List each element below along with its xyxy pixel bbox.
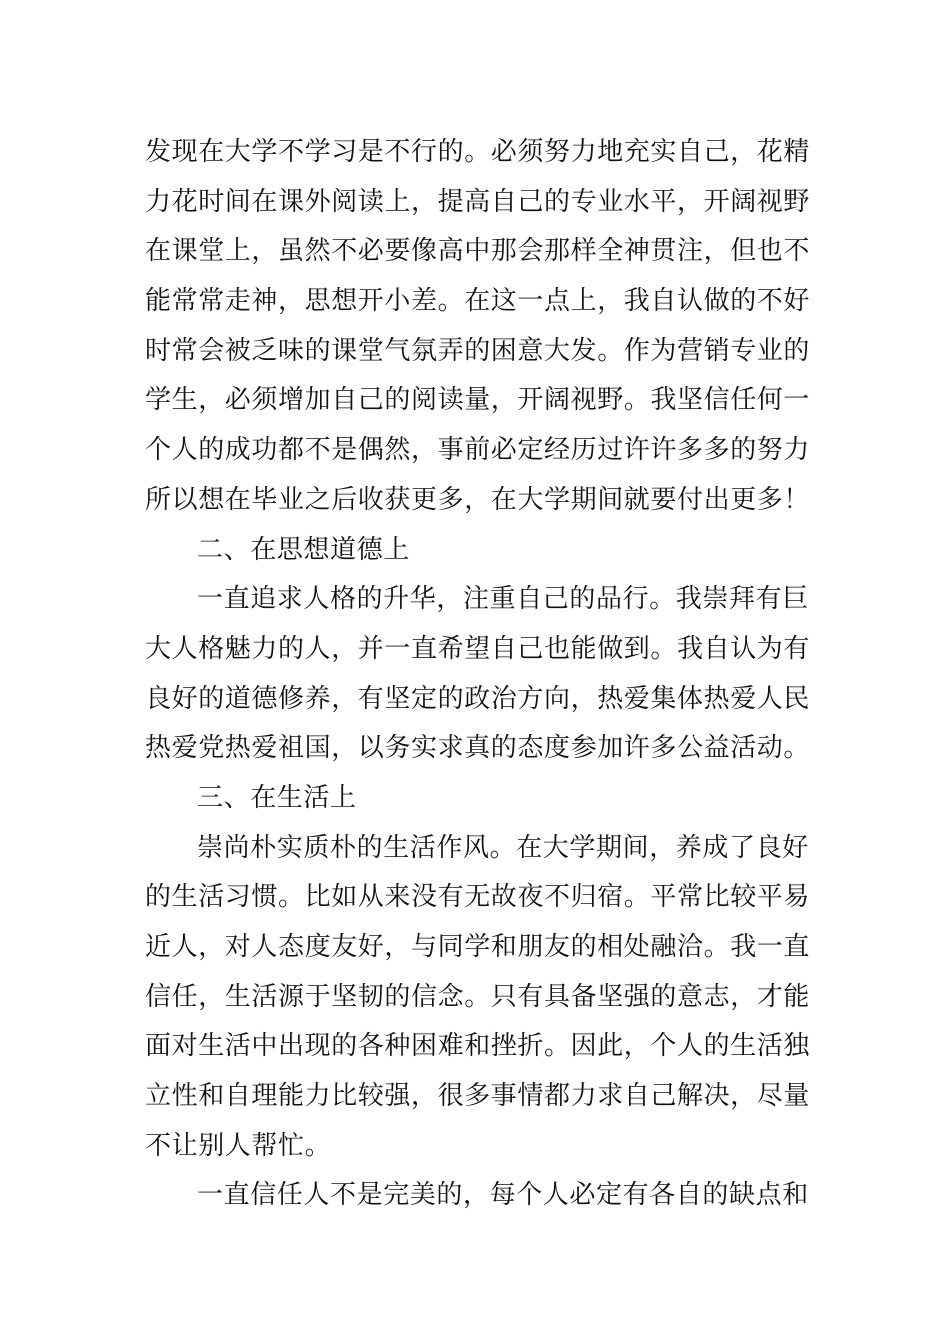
text-line: 在课堂上，虽然不必要像高中那会那样全神贯注，但也不 xyxy=(145,236,811,267)
text-line: 信任，生活源于坚韧的信念。只有具备坚强的意志，才能 xyxy=(145,981,811,1012)
text-line: 大人格魅力的人，并一直希望自己也能做到。我自认为有 xyxy=(145,633,811,664)
text-line: 能常常走神，思想开小差。在这一点上，我自认做的不好 xyxy=(145,286,811,317)
text-line: 的生活习惯。比如从来没有无故夜不归宿。平常比较平易 xyxy=(145,882,811,913)
text-line: 近人，对人态度友好，与同学和朋友的相处融洽。我一直 xyxy=(145,932,811,962)
section-heading-moral: 二、在思想道德上 xyxy=(197,534,410,565)
text-line: 一直追求人格的升华，注重自己的品行。我崇拜有巨 xyxy=(197,584,809,615)
text-line: 良好的道德修养，有坚定的政治方向，热爱集体热爱人民 xyxy=(145,683,811,714)
text-line: 力花时间在课外阅读上，提高自己的专业水平，开阔视野 xyxy=(145,186,811,217)
section-heading-life: 三、在生活上 xyxy=(197,782,357,813)
text-line: 热爱党热爱祖国，以务实求真的态度参加许多公益活动。 xyxy=(145,733,811,764)
text-line: 发现在大学不学习是不行的。必须努力地充实自己，花精 xyxy=(145,137,811,167)
text-line: 一直信任人不是完美的，每个人必定有各自的缺点和 xyxy=(197,1180,809,1211)
document-body xyxy=(145,128,811,1221)
text-line: 个人的成功都不是偶然，事前必定经历过许许多多的努力 xyxy=(145,435,811,466)
text-line: 崇尚朴实质朴的生活作风。在大学期间，养成了良好 xyxy=(197,832,809,863)
text-line: 所以想在毕业之后收获更多，在大学期间就要付出更多！ xyxy=(145,484,811,515)
text-line: 面对生活中出现的各种困难和挫折。因此，个人的生活独 xyxy=(145,1031,811,1062)
text-line: 时常会被乏味的课堂气氛弄的困意大发。作为营销专业的 xyxy=(145,335,811,366)
text-line: 立性和自理能力比较强，很多事情都力求自己解决，尽量 xyxy=(145,1081,811,1112)
text-line: 学生，必须增加自己的阅读量，开阔视野。我坚信任何一 xyxy=(145,385,811,416)
text-line: 不让别人帮忙。 xyxy=(145,1130,332,1161)
